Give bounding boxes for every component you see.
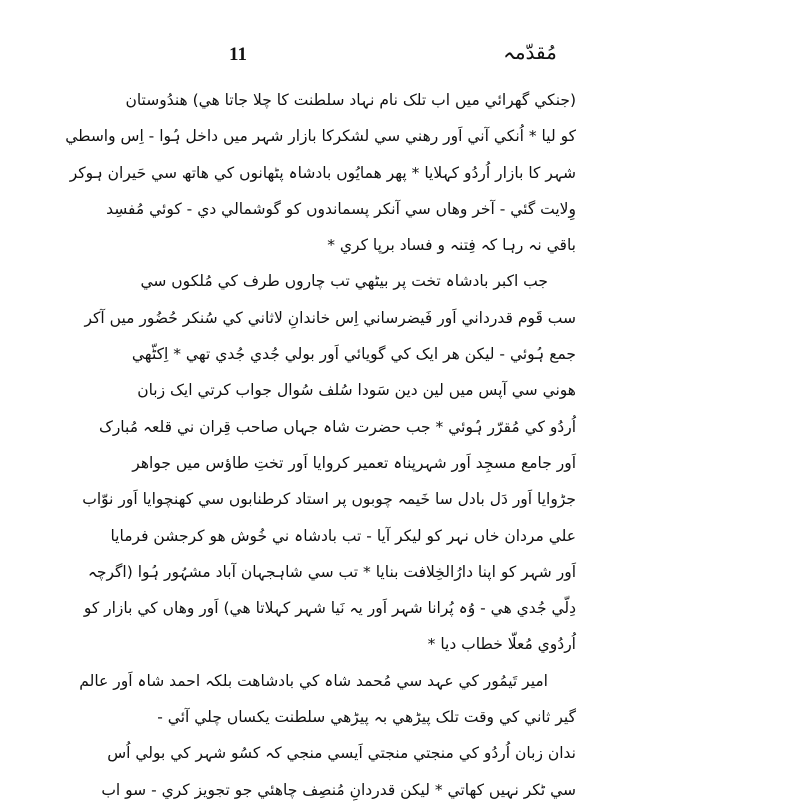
text-line: کو ليا * اُنکي آني اَور رھني سي لشکرکا بازار شہر ميں داخل ہُوا - اِس واسطي (65, 127, 576, 146)
text-line: جڑوايا اَور دَل بادل سا خَيمہ چوبوں پر استاد کرطنابوں سي کھنچوايا اَور نوّاب (82, 490, 576, 509)
text-line: اَور جامع مسجِد اَور شہرپناہ تعمير کروايا اَور تختِ طاؤس ميں جواھر (132, 453, 576, 472)
body-text (65, 82, 576, 808)
text-line: (جنکي گھرائي ميں اب تلک نام نہاد سلطنت کا چلا جاتا ھي) ھندُوستان (125, 91, 576, 109)
text-line: دِلّي جُدي ھي - وُہ پُرانا شہر اَور يہ نَيا شہر کہلاتا ھي) اَور وھاں کي بازار کو (83, 599, 576, 618)
running-head: مُقدّمہ (503, 40, 557, 64)
text-line: اُردُوي مُعلّا خطاب ديا * (427, 635, 576, 654)
text-line: ھوني سي آپس ميں لين دين سَودا سُلف سُوال جواب کرتي ايک زبان (137, 381, 576, 400)
text-line: سب قَوم قدرداني اَور فَيضرساني اِس خاندانِ لاثاني کي سُنکر حُضُور ميں آکر (84, 308, 576, 327)
text-line: گير ثاني کي وقت تلک پيڑھي بہ پيڑھي سلطنت يکساں چلي آئي - (157, 708, 576, 727)
text-line: اُردُو کي مُقرّر ہُوئي * جب حضرت شاہ جہاں صاحب قِران ني قلعہ مُبارک (98, 417, 576, 436)
text-line: ندان زبان اُردُو کي منجتي منجتي اَيسي منجي کہ کسُو شہر کي بولي اُس (107, 744, 576, 763)
page-number: 11 (229, 44, 247, 65)
text-line: باقي نہ رہا کہ فِتنہ و فساد برپا کري * (327, 236, 576, 255)
text-line: وِلايت گئي - آخر وھاں سي آنکر پسماندوں کو گوشمالي دي - کوئي مُفسِد (106, 199, 576, 218)
text-line: شہر کا بازار اُردُو کہلايا * پھر ھمايُوں بادشاہ پٹھانوں کي ھاتھ سي حَيران ہوکر (69, 163, 576, 182)
text-line: اَور شہر کو اپنا دارُالخِلافت بنايا * تب سي شاہجہان آباد مشہُور ہُوا (اگرچہ (87, 562, 576, 581)
text-line: امير تَيمُور کي عہد سي مُحمد شاہ کي بادشاھت بلکہ احمد شاہ اَور عالم (79, 671, 548, 690)
text-line: جب اکبر بادشاہ تخت پر بيٹھي تب چاروں طرف کي مُلکوں سي (140, 272, 548, 291)
text-line: جمع ہُوئي - ليکن ھر ايک کي گويائي اَور بولي جُدي جُدي تھي * اِکٹّھي (131, 345, 576, 364)
text-line: سي ٹکر نہيں کھاتي * ليکن قدردانِ مُنصِف چاھئي جو تجويز کري - سو اب (101, 780, 576, 799)
text-line: علي مردان خاں نہر کو ليکر آيا - تب بادشاہ ني خُوش ھو کرجشن فرمايا (110, 526, 576, 545)
